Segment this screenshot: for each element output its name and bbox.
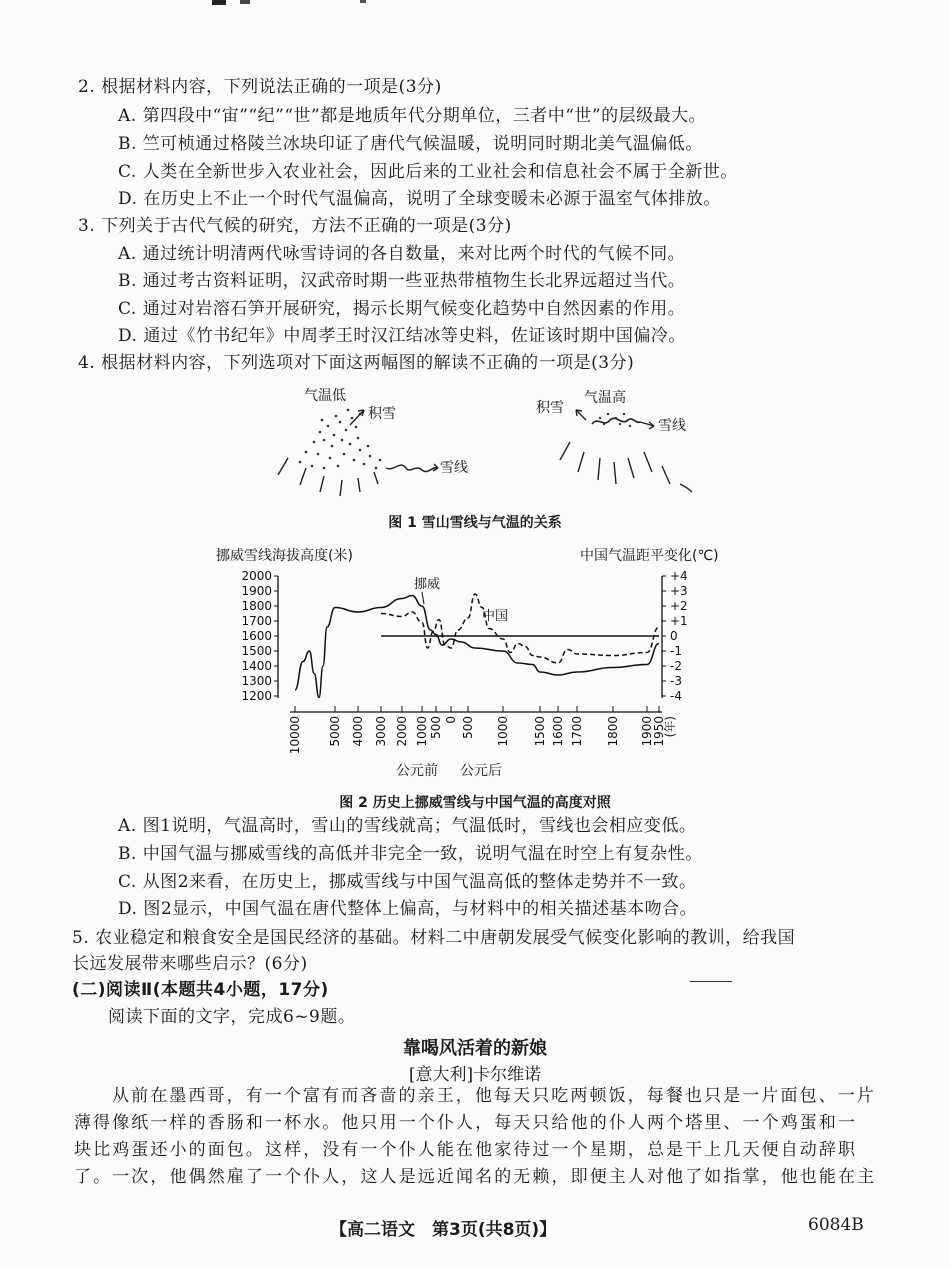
- x-tick-label: 1800: [606, 716, 620, 747]
- series-line-china: [381, 594, 659, 663]
- left-tick-label: 1600: [241, 629, 272, 643]
- answer-rule: [690, 981, 732, 982]
- right-axis-title: 中国气温距平变化(℃): [580, 548, 719, 564]
- question-2-option-c: C. 人类在全新世步入农业社会，因此后来的工业社会和信息社会不属于全新世。: [118, 162, 738, 182]
- right-tick-label: +1: [670, 614, 688, 628]
- right-tick-label: +3: [670, 584, 688, 598]
- x-tick-label: 5000: [328, 716, 342, 747]
- cold-snowline-label: 雪线: [440, 460, 468, 476]
- warm-temp-label: 气温高: [584, 390, 626, 406]
- question-3-stem: 3. 下列关于古代气候的研究，方法不正确的一项是(3分): [78, 216, 512, 236]
- x-tick-label: 1900: [640, 716, 654, 747]
- question-3-option-c: C. 通过对岩溶石笋开展研究，揭示长期气候变化趋势中自然因素的作用。: [118, 299, 686, 319]
- x-tick-label: 1700: [570, 716, 584, 747]
- x-tick-label: 500: [461, 716, 475, 739]
- right-tick-label: +4: [670, 569, 688, 583]
- x-tick-label: 1600: [551, 716, 565, 747]
- figure-2-chart: [200, 538, 720, 788]
- question-4-stem: 4. 根据材料内容，下列选项对下面这两幅图的解读不正确的一项是(3分): [78, 353, 635, 373]
- right-tick-label: +2: [670, 599, 688, 613]
- left-tick-label: 1300: [241, 674, 272, 688]
- left-tick-label: 1700: [241, 614, 272, 628]
- x-axis-unit: (年): [663, 716, 677, 738]
- question-2-option-d: D. 在历史上不止一个时代气温偏高，说明了全球变暖未必源于温室气体排放。: [118, 189, 721, 209]
- x-tick-label: 10000: [288, 716, 302, 755]
- left-tick-label: 2000: [241, 569, 272, 583]
- right-tick-label: 0: [670, 629, 678, 643]
- right-tick-label: -4: [670, 689, 682, 703]
- figure-2-caption: 图 2 历史上挪威雪线与中国气温的高度对照: [339, 795, 611, 811]
- x-tick-label: 1000: [496, 716, 510, 747]
- x-tick-label: 3000: [374, 716, 388, 747]
- paper-code: 6084B: [808, 1215, 864, 1235]
- x-tick-label: 1000: [415, 716, 429, 747]
- story-line-1: 从前在墨西哥，有一个富有而吝啬的亲王，他每天只吃两顿饭，每餐也只是一片面包、一片: [112, 1086, 876, 1106]
- x-tick-label: 1950: [652, 716, 666, 747]
- question-2-stem: 2. 根据材料内容，下列说法正确的一项是(3分): [78, 77, 442, 97]
- left-tick-label: 1800: [241, 599, 272, 613]
- right-tick-label: -1: [670, 644, 682, 658]
- figure-1-caption: 图 1 雪山雪线与气温的关系: [388, 515, 562, 531]
- left-tick-label: 1900: [241, 584, 272, 598]
- question-5-line-2: 长远发展带来哪些启示？(6分): [72, 954, 308, 974]
- annotation-china: 中国: [482, 609, 509, 624]
- x-tick-label: 500: [429, 716, 443, 739]
- question-3-option-a: A. 通过统计明清两代咏雪诗词的各自数量，来对比两个时代的气候不同。: [118, 244, 686, 264]
- story-title: 靠喝风活着的新娘: [403, 1038, 547, 1059]
- era-after-label: 公元后: [460, 763, 502, 779]
- cold-mountain: [278, 388, 468, 496]
- x-tick-label: 0: [444, 716, 458, 724]
- question-3-option-b: B. 通过考古资料证明，汉武帝时期一些亚热带植物生长北界远超过当代。: [118, 271, 686, 291]
- warm-snow-label: 积雪: [536, 400, 564, 416]
- left-tick-label: 1500: [241, 644, 272, 658]
- x-tick-label: 2000: [395, 716, 409, 747]
- warm-mountain: [536, 389, 692, 492]
- question-4-option-a: A. 图1说明，气温高时，雪山的雪线就高；气温低时，雪线也会相应变低。: [118, 816, 697, 836]
- left-tick-label: 1200: [241, 689, 272, 703]
- cropped-text-remnant: [210, 0, 380, 6]
- series-line-norway: [295, 596, 659, 698]
- x-tick-label: 4000: [351, 716, 365, 747]
- section-2-instruction: 阅读下面的文字，完成6~9题。: [108, 1007, 356, 1027]
- story-line-2: 薄得像纸一样的香肠和一杯水。他只用一个仆人，每天只给他的仆人两个塔里、一个鸡蛋和一: [74, 1113, 858, 1133]
- cold-temp-label: 气温低: [304, 388, 346, 404]
- question-5-line-1: 5. 农业稳定和粮食安全是国民经济的基础。材料二中唐朝发展受气候变化影响的教训，给我国: [72, 928, 796, 948]
- cold-snow-label: 积雪: [368, 406, 396, 422]
- figure-1-snowline-diagram: [260, 380, 710, 505]
- right-tick-label: -3: [670, 674, 682, 688]
- left-tick-label: 1400: [241, 659, 272, 673]
- warm-snowline-label: 雪线: [658, 418, 686, 434]
- story-line-3: 块比鸡蛋还小的面包。这样，没有一个仆人能在他家待过一个星期，总是干上几天便自动辞职: [74, 1140, 858, 1160]
- annotation-norway: 挪威: [414, 577, 441, 592]
- question-2-option-b: B. 竺可桢通过格陵兰冰块印证了唐代气候温暖，说明同时期北美气温偏低。: [118, 134, 703, 154]
- question-4-option-c: C. 从图2来看，在历史上，挪威雪线与中国气温高低的整体走势并不一致。: [118, 872, 697, 892]
- era-before-label: 公元前: [396, 763, 438, 779]
- x-tick-label: 1500: [533, 716, 547, 747]
- page-footer: 【高二语文 第3页(共8页)】: [330, 1220, 557, 1240]
- story-line-4: 了。一次，他偶然雇了一个仆人，这人是远近闻名的无赖，即便主人对他了如指掌，他也能在主: [74, 1167, 877, 1187]
- question-4-option-b: B. 中国气温与挪威雪线的高低并非完全一致，说明气温在时空上有复杂性。: [118, 844, 703, 864]
- right-tick-label: -2: [670, 659, 682, 673]
- question-2-option-a: A. 第四段中“宙”“纪”“世”都是地质年代分期单位，三者中“世”的层级最大。: [118, 106, 707, 126]
- question-4-option-d: D. 图2显示，中国气温在唐代整体上偏高，与材料中的相关描述基本吻合。: [118, 899, 698, 919]
- question-3-option-d: D. 通过《竹书纪年》中周孝王时汉江结冰等史料，佐证该时期中国偏冷。: [118, 326, 686, 346]
- annotation-norway-pointer: [422, 592, 424, 604]
- left-axis-title: 挪威雪线海拔高度(米): [216, 548, 353, 564]
- story-author: [意大利]卡尔维诺: [408, 1065, 542, 1085]
- section-2-heading: (二)阅读Ⅱ(本题共4小题，17分): [72, 980, 329, 1000]
